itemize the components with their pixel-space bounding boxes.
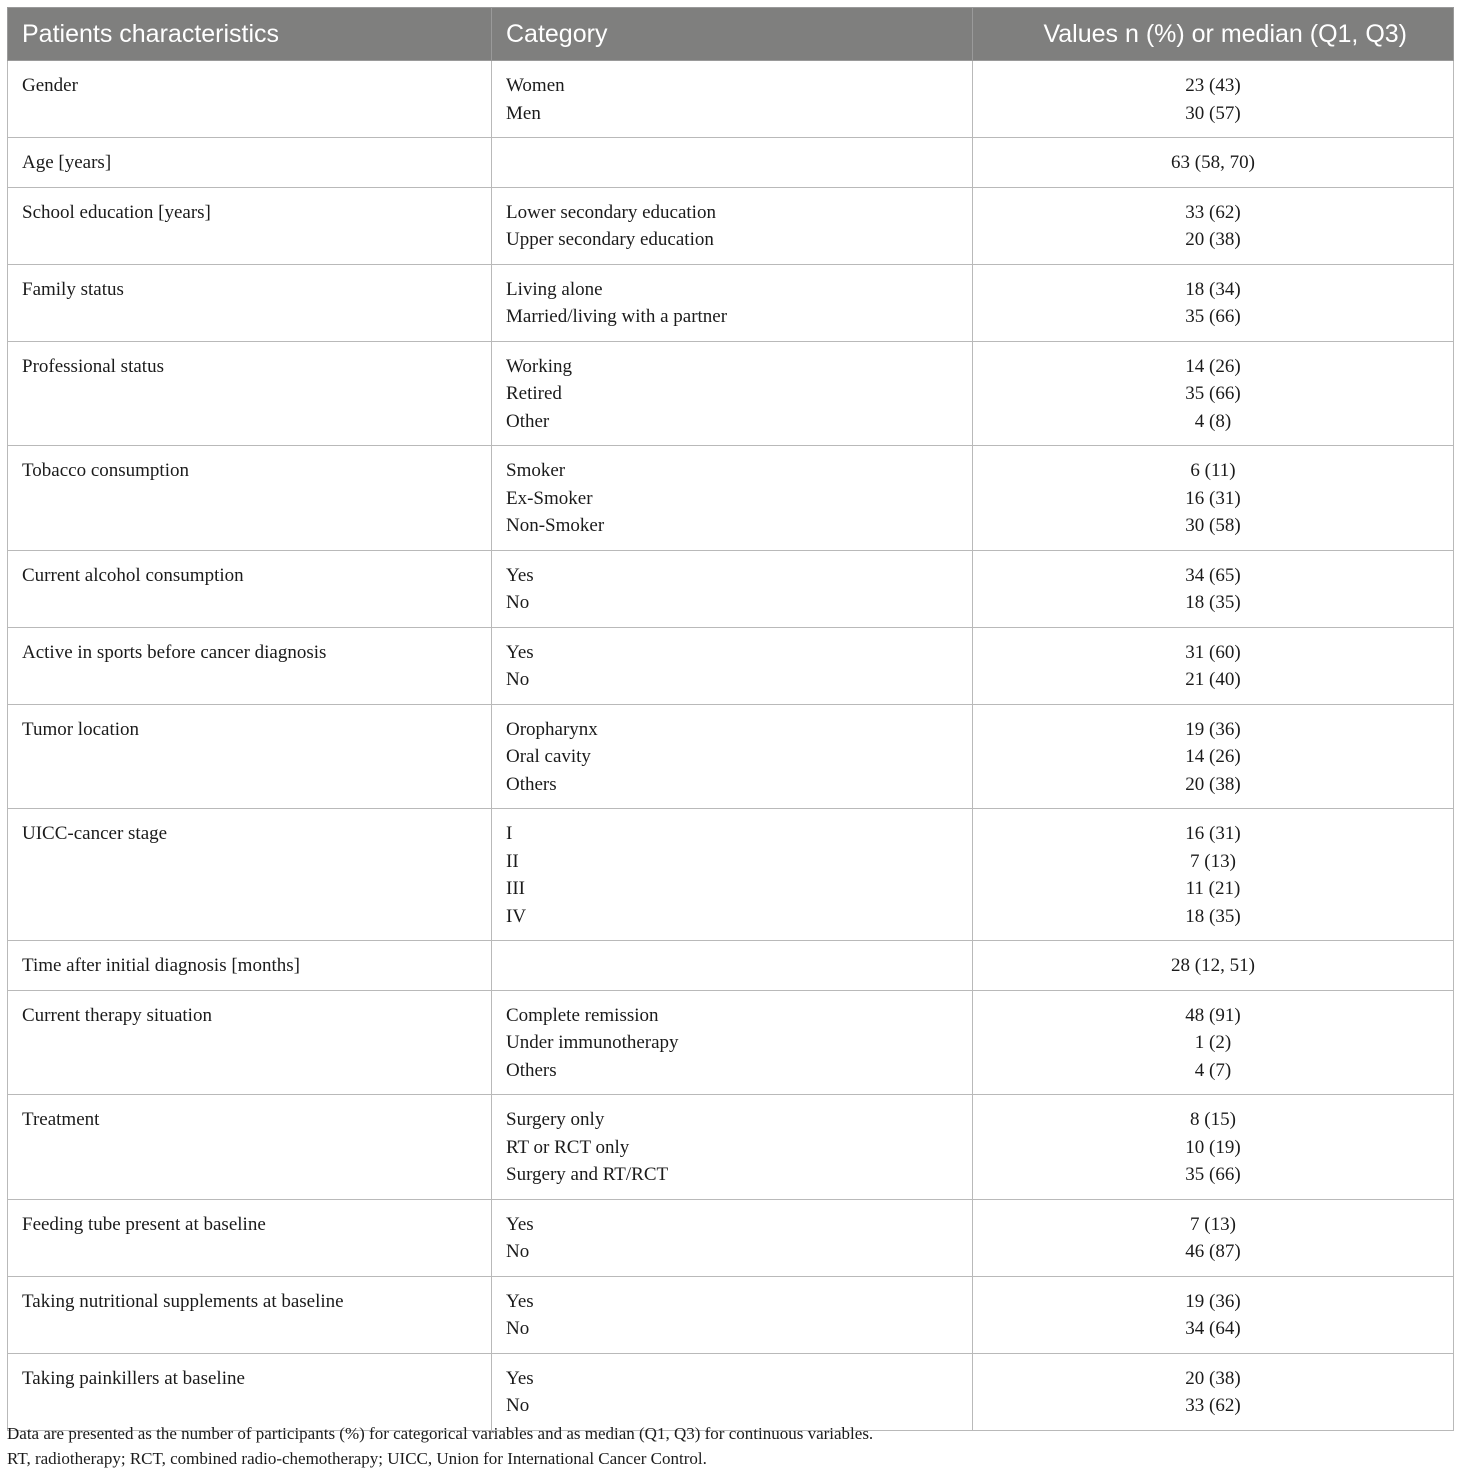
category-label: Under immunotherapy	[506, 1032, 679, 1053]
category-cell	[492, 1095, 973, 1200]
value-text: 18 (35)	[1185, 905, 1241, 927]
header-patients-characteristics: Patients characteristics	[8, 8, 492, 61]
table-row	[8, 1095, 1454, 1200]
table-row	[8, 704, 1454, 809]
category-label: III	[506, 878, 525, 899]
value-text: 7 (13)	[1190, 1213, 1236, 1235]
characteristics-table-container	[7, 7, 1453, 1431]
value-text: 33 (62)	[1185, 201, 1241, 223]
category-cell	[492, 138, 973, 188]
header-values: Values n (%) or median (Q1, Q3)	[973, 8, 1454, 61]
table-row	[8, 990, 1454, 1095]
category-cell	[492, 990, 973, 1095]
category-label: Surgery and RT/RCT	[506, 1164, 669, 1185]
value-text: 63 (58, 70)	[1171, 152, 1255, 173]
value-text: 18 (35)	[1185, 592, 1241, 613]
value-cell	[973, 341, 1454, 446]
category-cell	[492, 704, 973, 809]
header-category: Category	[492, 8, 973, 61]
value-text: 4 (8)	[1194, 410, 1232, 432]
table-row	[8, 61, 1454, 138]
value-cell	[973, 1276, 1454, 1353]
category-label: Yes	[506, 1290, 534, 1312]
category-label: No	[506, 1241, 530, 1262]
category-cell	[492, 61, 973, 138]
table-row	[8, 550, 1454, 627]
value-cell	[973, 187, 1454, 264]
value-text: 19 (36)	[1185, 718, 1241, 740]
table-row	[8, 627, 1454, 704]
value-text: 23 (43)	[1185, 75, 1241, 96]
value-cell	[973, 704, 1454, 809]
value-text: 11 (21)	[1185, 878, 1241, 899]
table-row	[8, 187, 1454, 264]
category-label: Upper secondary education	[506, 229, 714, 250]
category-label: Retired	[506, 383, 562, 404]
value-text: 20 (38)	[1185, 229, 1241, 250]
table-row	[8, 341, 1454, 446]
table-row	[8, 138, 1454, 188]
table-footnotes	[7, 1421, 873, 1471]
category-label: IV	[506, 905, 527, 927]
value-text: 33 (62)	[1185, 1395, 1241, 1416]
category-cell	[492, 264, 973, 341]
value-text: 8 (15)	[1190, 1109, 1236, 1130]
category-label: Oropharynx	[506, 718, 598, 740]
category-label: Smoker	[506, 460, 566, 481]
category-label: No	[506, 669, 530, 690]
category-cell	[492, 550, 973, 627]
category-label: Yes	[506, 1367, 534, 1389]
category-label: Women	[506, 75, 565, 96]
footnote-data-presentation: Data are presented as the number of participants (%) for categorical variables and as median (Q1, Q3) for continuous variables.	[7, 1424, 874, 1443]
characteristic-cell: Tobacco consumption	[8, 446, 492, 551]
footnote-abbreviations: RT, radiotherapy; RCT, combined radio-chemotherapy; UICC, Union for International Cancer Control.	[7, 1449, 707, 1468]
value-cell	[973, 1353, 1454, 1430]
header-row	[8, 8, 1454, 61]
category-label: Others	[506, 773, 557, 795]
value-text: 14 (26)	[1185, 355, 1241, 377]
category-label: Non-Smoker	[506, 515, 605, 536]
category-label: No	[506, 1318, 530, 1339]
category-label: II	[506, 850, 519, 872]
category-cell	[492, 809, 973, 941]
table-row	[8, 1353, 1454, 1430]
category-label: Yes	[506, 641, 534, 663]
value-text: 35 (66)	[1185, 306, 1241, 327]
value-text: 19 (36)	[1185, 1290, 1241, 1312]
category-label: Yes	[506, 1213, 534, 1235]
value-text: 7 (13)	[1190, 850, 1236, 872]
category-label: No	[506, 1395, 530, 1416]
value-cell	[973, 941, 1454, 991]
category-cell	[492, 1276, 973, 1353]
table-row	[8, 264, 1454, 341]
characteristic-cell: UICC-cancer stage	[8, 809, 492, 941]
value-text: 18 (34)	[1185, 278, 1241, 300]
value-cell	[973, 990, 1454, 1095]
characteristic-cell: Tumor location	[8, 704, 492, 809]
category-label: Others	[506, 1059, 557, 1081]
category-cell	[492, 341, 973, 446]
value-text: 16 (31)	[1185, 487, 1241, 509]
value-text: 35 (66)	[1185, 1164, 1241, 1185]
value-text: 30 (58)	[1185, 515, 1241, 536]
table-body	[8, 61, 1454, 1431]
value-cell	[973, 1199, 1454, 1276]
characteristic-cell: Current therapy situation	[8, 990, 492, 1095]
value-cell	[973, 809, 1454, 941]
value-text: 1 (2)	[1194, 1032, 1232, 1053]
category-label: RT or RCT only	[506, 1136, 630, 1158]
table-row	[8, 446, 1454, 551]
characteristic-cell: Active in sports before cancer diagnosis	[8, 627, 492, 704]
characteristic-cell: Family status	[8, 264, 492, 341]
value-cell	[973, 1095, 1454, 1200]
characteristic-cell: Age [years]	[8, 138, 492, 188]
category-label: Other	[506, 410, 550, 432]
table-header	[8, 8, 1454, 61]
value-cell	[973, 138, 1454, 188]
category-cell	[492, 627, 973, 704]
value-text: 46 (87)	[1185, 1241, 1241, 1262]
category-label: Complete remission	[506, 1004, 659, 1026]
value-cell	[973, 446, 1454, 551]
characteristic-cell: Current alcohol consumption	[8, 550, 492, 627]
characteristic-cell: Taking nutritional supplements at baseline	[8, 1276, 492, 1353]
table-row	[8, 809, 1454, 941]
characteristic-cell: Gender	[8, 61, 492, 138]
category-cell	[492, 187, 973, 264]
table-row	[8, 941, 1454, 991]
value-text: 4 (7)	[1194, 1059, 1232, 1081]
value-text: 35 (66)	[1185, 383, 1241, 404]
characteristic-cell: Feeding tube present at baseline	[8, 1199, 492, 1276]
category-label: I	[506, 823, 513, 844]
value-text: 21 (40)	[1185, 669, 1241, 690]
value-text: 6 (11)	[1190, 460, 1236, 481]
category-cell	[492, 1353, 973, 1430]
category-label: Married/living with a partner	[506, 306, 728, 327]
category-label: Surgery only	[506, 1109, 605, 1130]
category-label: Lower secondary education	[506, 201, 716, 223]
value-text: 31 (60)	[1185, 641, 1241, 663]
category-label: Oral cavity	[506, 746, 591, 767]
table-row	[8, 1199, 1454, 1276]
value-text: 28 (12, 51)	[1171, 955, 1255, 976]
patient-characteristics-table	[7, 7, 1454, 1431]
category-label: Living alone	[506, 278, 603, 300]
category-label: Working	[506, 355, 573, 377]
characteristic-cell: Time after initial diagnosis [months]	[8, 941, 492, 991]
category-label: Yes	[506, 564, 534, 586]
value-text: 30 (57)	[1185, 102, 1241, 124]
value-text: 10 (19)	[1185, 1136, 1241, 1158]
category-label: Men	[506, 102, 541, 124]
value-text: 48 (91)	[1185, 1004, 1241, 1026]
value-text: 20 (38)	[1185, 773, 1241, 795]
value-cell	[973, 264, 1454, 341]
value-cell	[973, 550, 1454, 627]
value-text: 34 (64)	[1185, 1318, 1241, 1339]
value-text: 16 (31)	[1185, 823, 1241, 844]
value-cell	[973, 61, 1454, 138]
category-label: Ex-Smoker	[506, 487, 593, 509]
characteristic-cell: Treatment	[8, 1095, 492, 1200]
category-label: No	[506, 592, 530, 613]
table-row	[8, 1276, 1454, 1353]
value-text: 14 (26)	[1185, 746, 1241, 767]
characteristic-cell: School education [years]	[8, 187, 492, 264]
category-cell	[492, 446, 973, 551]
value-text: 34 (65)	[1185, 564, 1241, 586]
characteristic-cell: Taking painkillers at baseline	[8, 1353, 492, 1430]
value-cell	[973, 627, 1454, 704]
characteristic-cell: Professional status	[8, 341, 492, 446]
category-cell	[492, 941, 973, 991]
value-text: 20 (38)	[1185, 1367, 1241, 1389]
category-cell	[492, 1199, 973, 1276]
